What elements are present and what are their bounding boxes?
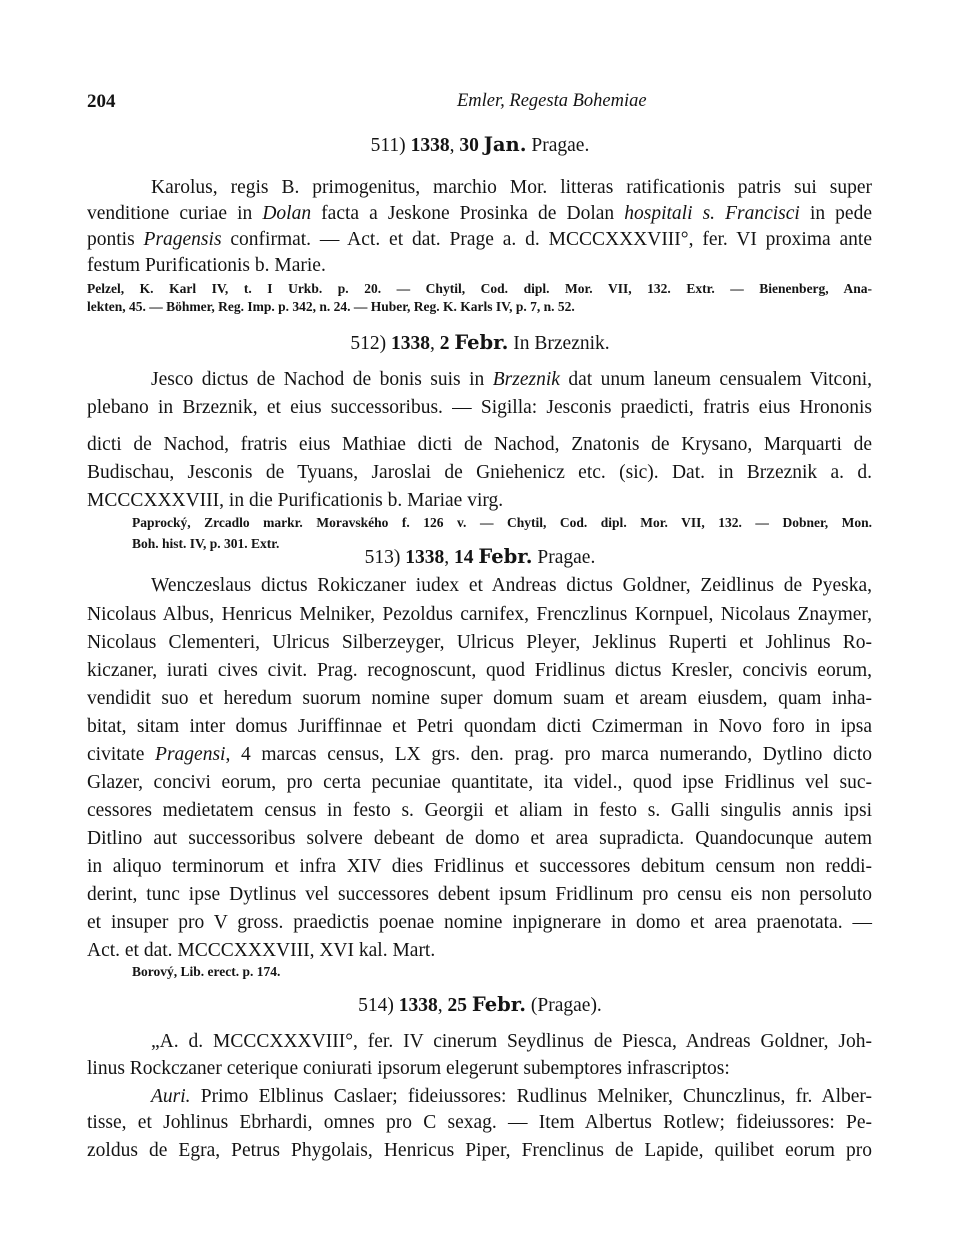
text-line xyxy=(87,604,872,626)
text-span: cessores medietatem census in festo s. Georgii et aliam in festo s. Galli singulis annis ipsi xyxy=(87,800,872,821)
text-line xyxy=(87,856,872,878)
running-title: Emler, Regesta Bohemiae xyxy=(457,91,647,111)
text-span: 511) xyxy=(370,135,411,156)
text-span: venditione curiae in xyxy=(87,203,263,224)
text-span: Borový, Lib. erect. p. 174. xyxy=(132,964,281,979)
text-span: Jesco dictus de Nachod de bonis suis in xyxy=(151,369,493,390)
text-span: In Brzeznik. xyxy=(508,333,610,354)
citation-line xyxy=(87,281,872,297)
text-span: Wenczeslaus dictus Rokiczaner iudex et Andreas dictus Goldner, Zeidlinus de Pyeska, xyxy=(151,575,872,596)
text-span: pontis xyxy=(87,229,144,250)
citation-line xyxy=(87,299,575,315)
text-line xyxy=(87,884,872,906)
text-span: Brzeznik xyxy=(492,369,560,390)
text-span: „A. d. MCCCXXXVIII°, fer. IV cinerum Seydlinus de Piesca, Andreas Goldner, Joh- xyxy=(151,1031,872,1052)
text-line xyxy=(87,744,872,766)
text-span: plebano in Brzeznik, et eius successoribus. — Sigilla: Jesconis praedicti, fratris eius Hrononis xyxy=(87,397,872,418)
text-span: Jan. xyxy=(483,133,527,156)
text-span: 514) xyxy=(358,995,399,1016)
text-line xyxy=(151,1086,872,1108)
text-span: 25 xyxy=(447,995,472,1016)
text-span: dicti de Nachod, fratris eius Mathiae dicti de Nachod, Znatonis de Krysano, Marquarti de xyxy=(87,434,872,455)
text-span: civitate xyxy=(87,744,156,765)
text-span: bitat, sitam inter domus Juriffinnae et Petri quondam dicti Czimerman in Novo foro in ipsa xyxy=(87,716,872,737)
text-span: confirmat. — Act. et dat. Prage a. d. MCCCXXXVIII°, fer. VI proxima ante xyxy=(221,229,872,250)
entry-heading xyxy=(0,545,960,569)
text-line xyxy=(87,397,872,419)
text-span: linus Rockczaner ceterique coniurati ipsorum elegerunt subemptores infrascriptos: xyxy=(87,1058,730,1079)
text-span: 14 xyxy=(454,547,479,568)
text-span: 1338 xyxy=(410,135,450,156)
text-line xyxy=(87,1112,872,1134)
text-line xyxy=(87,716,872,738)
text-line xyxy=(87,912,872,934)
text-span: vendidit suo et heredum suorum nomine super domum suam et aream eiusdem, quam inha- xyxy=(87,688,872,709)
text-line xyxy=(151,177,872,199)
text-line xyxy=(87,490,503,512)
text-span: Pragae. xyxy=(532,547,596,568)
text-span: Paprocký, Zrcadlo markr. Moravského f. 126 v. — Chytil, Cod. dipl. Mor. VII, 132. — Dobner, Mon. xyxy=(132,515,872,530)
text-span: festum Purificationis b. Marie. xyxy=(87,255,326,276)
text-span: in pede xyxy=(799,203,872,224)
text-span: et insuper pro V gross. praedictis poenae nomine inpignerare in domo et area praenotata. — xyxy=(87,912,872,933)
text-span: Boh. hist. IV, p. 301. Extr. xyxy=(132,536,280,551)
text-line xyxy=(87,828,872,850)
text-span: , 4 marcas census, LX grs. den. prag. pro marca numerando, Dytlino dicto xyxy=(225,744,873,765)
text-line xyxy=(87,800,872,822)
text-span: 1338 xyxy=(390,333,430,354)
text-span: zoldus de Egra, Petrus Phygolais, Henricus Piper, Frenclinus de Lapide, quilibet eorum pro xyxy=(87,1140,872,1161)
text-line xyxy=(87,203,872,225)
text-line xyxy=(87,255,326,277)
text-span: Febr. xyxy=(454,331,509,354)
text-span: Dolan xyxy=(262,203,312,224)
text-span: in aliquo terminorum et infra XIV dies Fridlinus et successores debitum censum non reddi- xyxy=(87,856,872,877)
text-span: kiczaner, iurati cives civit. Prag. recognoscunt, quod Fridlinus dictus Kresler, concivis eorum, xyxy=(87,660,872,681)
text-line xyxy=(87,632,872,654)
text-span: , xyxy=(429,333,440,354)
text-span: lekten, 45. — Böhmer, Reg. Imp. p. 342, n. 24. — Huber, Reg. K. Karls IV, p. 7, n. 52. xyxy=(87,299,575,314)
text-span: dat unum laneum censualem Vitconi, xyxy=(559,369,872,390)
text-span: Glazer, concivi eorum, pro certa pecuniae quantitate, ita videl., quod ipse Fridlinus vel suc- xyxy=(87,772,872,793)
text-line xyxy=(87,772,872,794)
text-span: 30 xyxy=(459,135,484,156)
text-span: Pelzel, K. Karl IV, t. I Urkb. p. 20. — Chytil, Cod. dipl. Mor. VII, 132. Extr. — Bienenberg, Ana- xyxy=(87,281,872,296)
text-span: Karolus, regis B. primogenitus, marchio Mor. litteras ratificationis patris sui super xyxy=(151,177,872,198)
page-number: 204 xyxy=(87,91,116,112)
text-span: Auri. xyxy=(151,1086,191,1107)
text-span: , xyxy=(437,995,448,1016)
text-line xyxy=(151,1031,872,1053)
text-span: Nicolaus Albus, Henricus Melniker, Pezoldus carnifex, Frenczlinus Kornpuel, Nicolaus Znaymer, xyxy=(87,604,872,625)
text-span: Pragensis xyxy=(143,229,222,250)
citation-line xyxy=(132,964,280,980)
citation-line xyxy=(132,515,872,531)
text-span: Pragensi xyxy=(155,744,226,765)
text-span: MCCCXXXVIII, in die Purificationis b. Mariae virg. xyxy=(87,490,504,511)
text-span: Febr. xyxy=(471,993,527,1016)
text-span: , xyxy=(449,135,460,156)
text-span: facta a Jeskone Prosinka de Dolan xyxy=(311,203,625,224)
text-span: tisse, et Johlinus Ebrhardi, omnes pro C sexag. — Item Albertus Rotlew; fideiussores: Pe- xyxy=(87,1112,872,1133)
text-span: Budischau, Jesconis de Tyuans, Jaroslai de Gniehenicz etc. (sic). Dat. in Brzeznik a. d. xyxy=(87,462,872,483)
text-line xyxy=(87,688,872,710)
entry-heading xyxy=(0,993,960,1017)
text-span: Nicolaus Clementeri, Ulricus Silberzeyger, Ulricus Pleyer, Jeklinus Ruperti et Johlinus Ro- xyxy=(87,632,872,653)
text-line xyxy=(87,1140,872,1162)
text-line xyxy=(87,660,872,682)
text-span: Primo Elblinus Caslaer; fideiussores: Rudlinus Melniker, Chunczlinus, fr. Alber- xyxy=(190,1086,872,1107)
text-span: 1338 xyxy=(405,547,445,568)
text-span: 512) xyxy=(350,333,391,354)
text-span: derint, tunc ipse Dytlinus vel successores debent ipsum Fridlinum pro censu eis non persoluto xyxy=(87,884,872,905)
text-span: 2 xyxy=(439,333,455,354)
text-span: Febr. xyxy=(478,545,533,568)
page-header xyxy=(87,91,872,115)
text-span: (Pragae). xyxy=(526,995,602,1016)
entry-heading xyxy=(0,133,960,157)
text-span: , xyxy=(444,547,455,568)
text-span: Ditlino aut successoribus solvere debeant de domo et area supradicta. Quandocunque autem xyxy=(87,828,872,849)
text-span: Act. et dat. MCCCXXXVIII, XVI kal. Mart. xyxy=(87,940,436,961)
entry-heading xyxy=(0,331,960,355)
text-span: Pragae. xyxy=(526,135,590,156)
text-line xyxy=(87,229,872,251)
text-line xyxy=(87,462,872,484)
text-span: hospitali s. Francisci xyxy=(624,203,800,224)
text-span: 513) xyxy=(364,547,406,568)
text-line xyxy=(87,1058,730,1080)
text-line xyxy=(87,940,435,962)
text-line xyxy=(151,575,872,597)
text-line xyxy=(151,369,872,391)
text-span: 1338 xyxy=(398,995,438,1016)
text-line xyxy=(87,434,872,456)
